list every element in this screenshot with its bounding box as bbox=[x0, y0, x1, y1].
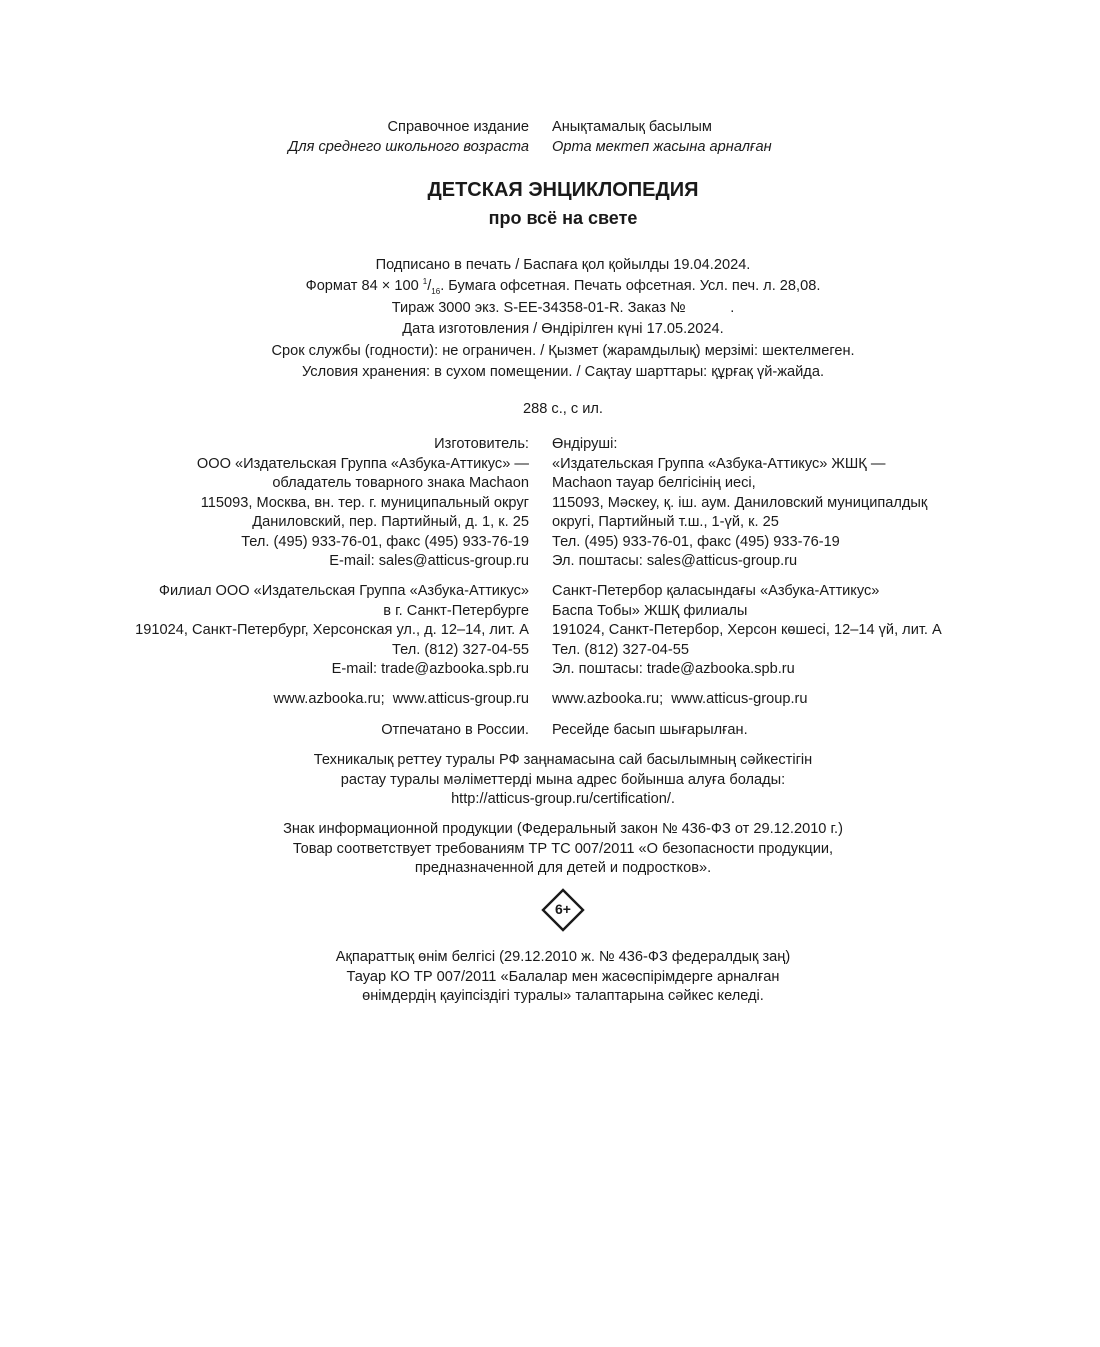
book-subtitle: про всё на свете bbox=[488, 208, 638, 228]
branch-block bbox=[0, 582, 1100, 680]
branch-line-ru: Филиал ООО «Издательская Группа «Азбука-Аттикус» bbox=[158, 583, 529, 599]
circulation-line: Тираж 3000 экз. S-EE-34358-01-R. Заказ № . bbox=[391, 299, 735, 316]
manufacturer-block bbox=[0, 435, 1100, 572]
print-info bbox=[0, 255, 1100, 383]
age-group-ru: Для среднего школьного возраста bbox=[288, 138, 529, 155]
certification-kz bbox=[0, 751, 1100, 810]
branch-line-kz: 191024, Санкт-Петербор, Херсон көшесі, 12–14 үй, лит. А bbox=[552, 622, 942, 638]
manufacturer-line-ru: E-mail: sales@atticus-group.ru bbox=[329, 553, 529, 569]
format-suffix: . Бумага офсетная. Печать офсетная. Усл. печ. л. 28,08. bbox=[440, 278, 821, 295]
manufacturer-line-ru: 115093, Москва, вн. тер. г. муниципальный округ bbox=[200, 494, 529, 511]
format-line: Формат 84 × 100 $^1/_{16}$. Бумага офсетная. Печать офсетная. Усл. печ. л. 28,08. bbox=[305, 277, 821, 297]
manufacture-date: Дата изготовления / Өндірілген күні 17.05.2024. bbox=[402, 321, 724, 338]
manufacturer-line-ru: Тел. (495) 933-76-01, факс (495) 933-76-19 bbox=[241, 533, 529, 550]
edition-type-ru: Справочное издание bbox=[387, 119, 529, 135]
branch-line-ru: в г. Санкт-Петербурге bbox=[383, 602, 529, 619]
edition-type-kz: Анықтамалық басылым bbox=[552, 119, 712, 135]
age-group-kz: Орта мектеп жасына арналған bbox=[552, 138, 772, 155]
info-mark-line-kz: Тауар КО ТР 007/2011 «Балалар мен жасөспірімдерге арналған bbox=[346, 968, 780, 985]
format-numerator: 1 bbox=[422, 277, 428, 287]
branch-line-ru: E-mail: trade@azbooka.spb.ru bbox=[331, 661, 529, 677]
manufacturer-line-kz: Өндіруші: bbox=[552, 436, 618, 452]
manufacturer-line-kz: Machaon тауар белгісінің иесі, bbox=[552, 475, 756, 491]
service-life: Срок службы (годности): не ограничен. / Қызмет (жарамдылық) мерзімі: шектелмеген. bbox=[271, 342, 855, 359]
websites-block bbox=[0, 690, 1100, 710]
age-rating-badge bbox=[541, 888, 585, 932]
websites-kz: www.azbooka.ru; www.atticus-group.ru bbox=[552, 691, 808, 707]
branch-line-kz: Тел. (812) 327-04-55 bbox=[552, 641, 690, 658]
manufacturer-line-kz: округі, Партийный т.ш., 1-үй, к. 25 bbox=[552, 514, 779, 530]
printed-in-kz: Ресейде басып шығарылған. bbox=[552, 722, 748, 738]
manufacturer-line-kz: Тел. (495) 933-76-01, факс (495) 933-76-19 bbox=[552, 533, 840, 550]
manufacturer-line-kz: «Издательская Группа «Азбука-Аттикус» ЖШҚ — bbox=[552, 455, 886, 472]
manufacturer-line-ru: Изготовитель: bbox=[434, 436, 529, 452]
branch-line-kz: Эл. поштасы: trade@azbooka.spb.ru bbox=[552, 661, 795, 677]
websites-ru: www.azbooka.ru; www.atticus-group.ru bbox=[273, 691, 529, 707]
format-prefix: Формат 84 × 100 bbox=[305, 278, 423, 295]
printed-in-ru: Отпечатано в России. bbox=[381, 722, 529, 738]
format-denominator: 16 bbox=[431, 287, 441, 297]
info-mark-line-kz: Ақпараттық өнім белгісі (29.12.2010 ж. № 436-ФЗ федералдық заң) bbox=[335, 949, 791, 965]
edition-header bbox=[0, 118, 1100, 157]
manufacturer-line-ru: Даниловский, пер. Партийный, д. 1, к. 25 bbox=[252, 514, 529, 530]
info-mark-line-ru: предназначенной для детей и подростков». bbox=[414, 860, 712, 876]
certification-line: http://atticus-group.ru/certification/. bbox=[451, 791, 675, 807]
printed-in-block bbox=[0, 721, 1100, 741]
branch-line-kz: Санкт-Петербор қаласындағы «Азбука-Аттикус» bbox=[552, 583, 880, 599]
page-count: 288 с., с ил. bbox=[523, 401, 603, 417]
manufacturer-line-ru: обладатель товарного знака Machaon bbox=[272, 475, 529, 491]
branch-line-ru: 191024, Санкт-Петербург, Херсонская ул., д. 12–14, лит. А bbox=[135, 622, 529, 638]
manufacturer-line-kz: Эл. поштасы: sales@atticus-group.ru bbox=[552, 553, 798, 569]
manufacturer-line-ru: ООО «Издательская Группа «Азбука-Аттикус» — bbox=[196, 455, 529, 472]
info-mark-line-kz: өнімдердің қауіпсіздігі туралы» талаптарына сәйкес келеді. bbox=[362, 988, 764, 1004]
manufacturer-line-kz: 115093, Мәскеу, қ. іш. аум. Даниловский муниципалдық bbox=[552, 494, 928, 511]
info-mark-ru bbox=[0, 820, 1100, 879]
info-mark-line-ru: Знак информационной продукции (Федеральный закон № 436-ФЗ от 29.12.2010 г.) bbox=[283, 821, 843, 837]
signed-to-print: Подписано в печать / Баспаға қол қойылды 19.04.2024. bbox=[375, 257, 751, 273]
storage-conditions: Условия хранения: в сухом помещении. / Сақтау шарттары: құрғақ үй-жайда. bbox=[301, 364, 824, 381]
book-title: ДЕТСКАЯ ЭНЦИКЛОПЕДИЯ bbox=[427, 179, 699, 201]
age-rating-label: 6+ bbox=[555, 901, 571, 918]
info-mark-kz bbox=[0, 948, 1100, 1007]
branch-line-kz: Баспа Тобы» ЖШҚ филиалы bbox=[552, 602, 748, 619]
info-mark-line-ru: Товар соответствует требованиям ТР ТС 007/2011 «О безопасности продукции, bbox=[292, 840, 834, 857]
certification-line: Техникалық реттеу туралы РФ заңнамасына сай басылымның сәйкестігін bbox=[313, 752, 813, 768]
branch-line-ru: Тел. (812) 327-04-55 bbox=[391, 641, 529, 658]
certification-line: растау туралы мәліметтерді мына адрес бойынша алуға болады: bbox=[340, 771, 786, 788]
